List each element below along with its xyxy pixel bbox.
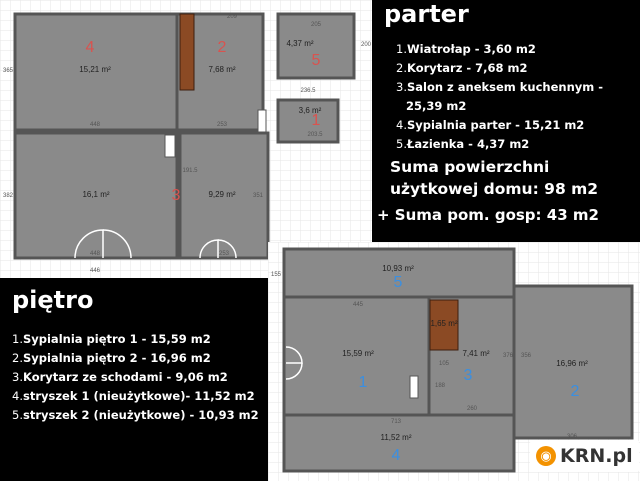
list-item: 2.Sypialnia piętro 2 - 16,96 m2	[12, 351, 211, 365]
list-item: 25,39 m2	[406, 99, 467, 113]
pietro-room-list	[12, 330, 259, 425]
utility-area-sum: + Suma pom. gosp: 43 m2	[377, 206, 599, 224]
room-number: 3	[463, 367, 473, 384]
parter-room-list	[396, 40, 603, 154]
list-item: 5.stryszek 2 (nieużytkowe) - 10,93 m2	[12, 408, 259, 422]
krn-logo-icon: ◉	[536, 446, 556, 466]
room-number: 3	[171, 187, 181, 204]
dimension-label: 356	[520, 353, 532, 359]
dimension-label: 365	[2, 68, 14, 74]
room-number: 4	[85, 39, 95, 56]
sum-line: użytkowej domu: 98 m2	[390, 180, 599, 198]
dimension-label: 446	[89, 268, 101, 274]
window	[165, 135, 175, 157]
room-number: 5	[393, 274, 403, 291]
room-area: 10,93 m²	[382, 264, 414, 273]
window	[258, 110, 266, 132]
dimension-label: 188	[434, 383, 446, 389]
dimension-label: 306	[566, 434, 578, 440]
logo-text: KRN.pl	[560, 445, 633, 467]
window	[410, 376, 418, 398]
dimension-label: 209	[226, 14, 238, 20]
list-item: 4.stryszek 1 (nieużytkowe)- 11,52 m2	[12, 389, 255, 403]
dimension-label: 203.5	[307, 132, 323, 138]
room-area: 3,6 m²	[298, 106, 322, 115]
room-area: 15,21 m²	[79, 65, 111, 74]
usable-area-sum	[390, 156, 598, 200]
dimension-label: 191.5	[182, 168, 198, 174]
room-area: 15,59 m²	[342, 349, 374, 358]
room-area: 16,96 m²	[556, 359, 588, 368]
room-area: 7,68 m²	[208, 65, 236, 74]
list-item: 2.Korytarz - 7,68 m2	[396, 61, 528, 75]
room-area: 7,41 m²	[462, 349, 490, 358]
krn-logo	[530, 440, 639, 472]
dimension-label: 105	[438, 361, 450, 367]
list-item: 3.Salon z aneksem kuchennym -	[396, 80, 604, 94]
room-number: 1	[358, 374, 368, 391]
parter-title: parter	[384, 0, 469, 28]
dimension-label: 351	[252, 193, 264, 199]
room-number: 4	[391, 447, 401, 464]
list-item: 5.Łazienka - 4,37 m2	[396, 137, 530, 151]
list-item: 1.Sypialnia piętro 1 - 15,59 m2	[12, 332, 211, 346]
list-item: 4.Sypialnia parter - 15,21 m2	[396, 118, 585, 132]
room-area: 9,29 m²	[208, 190, 236, 199]
dimension-label: 376	[502, 353, 514, 359]
room-number: 2	[217, 39, 227, 56]
dimension-label: 445	[352, 302, 364, 308]
dimension-label: 155	[270, 272, 282, 278]
parter-floor-plan	[0, 0, 372, 278]
stairs	[180, 14, 194, 90]
dimension-label: 448	[89, 251, 101, 257]
dimension-label: 205	[310, 22, 322, 28]
sum-line: Suma powierzchni	[390, 158, 550, 176]
room-number: 1	[311, 112, 321, 129]
room-area: 11,52 m²	[380, 433, 412, 442]
room-area: 16,1 m²	[82, 190, 110, 199]
room-area: 1,65 m²	[430, 319, 458, 328]
list-item: 3.Korytarz ze schodami - 9,06 m2	[12, 370, 228, 384]
pietro-title: piętro	[12, 286, 94, 314]
dimension-label: 253	[216, 122, 228, 128]
room-area: 4,37 m²	[286, 39, 314, 48]
dimension-label: 382	[2, 193, 14, 199]
dimension-label: 713	[390, 419, 402, 425]
room-number: 2	[570, 383, 580, 400]
dimension-label: 253	[218, 251, 230, 257]
room-number: 5	[311, 52, 321, 69]
dimension-label: 236.5	[300, 88, 316, 94]
dimension-label: 200	[360, 42, 372, 48]
list-item: 1.Wiatrołap - 3,60 m2	[396, 42, 536, 56]
dimension-label: 448	[89, 122, 101, 128]
dimension-label: 260	[466, 406, 478, 412]
